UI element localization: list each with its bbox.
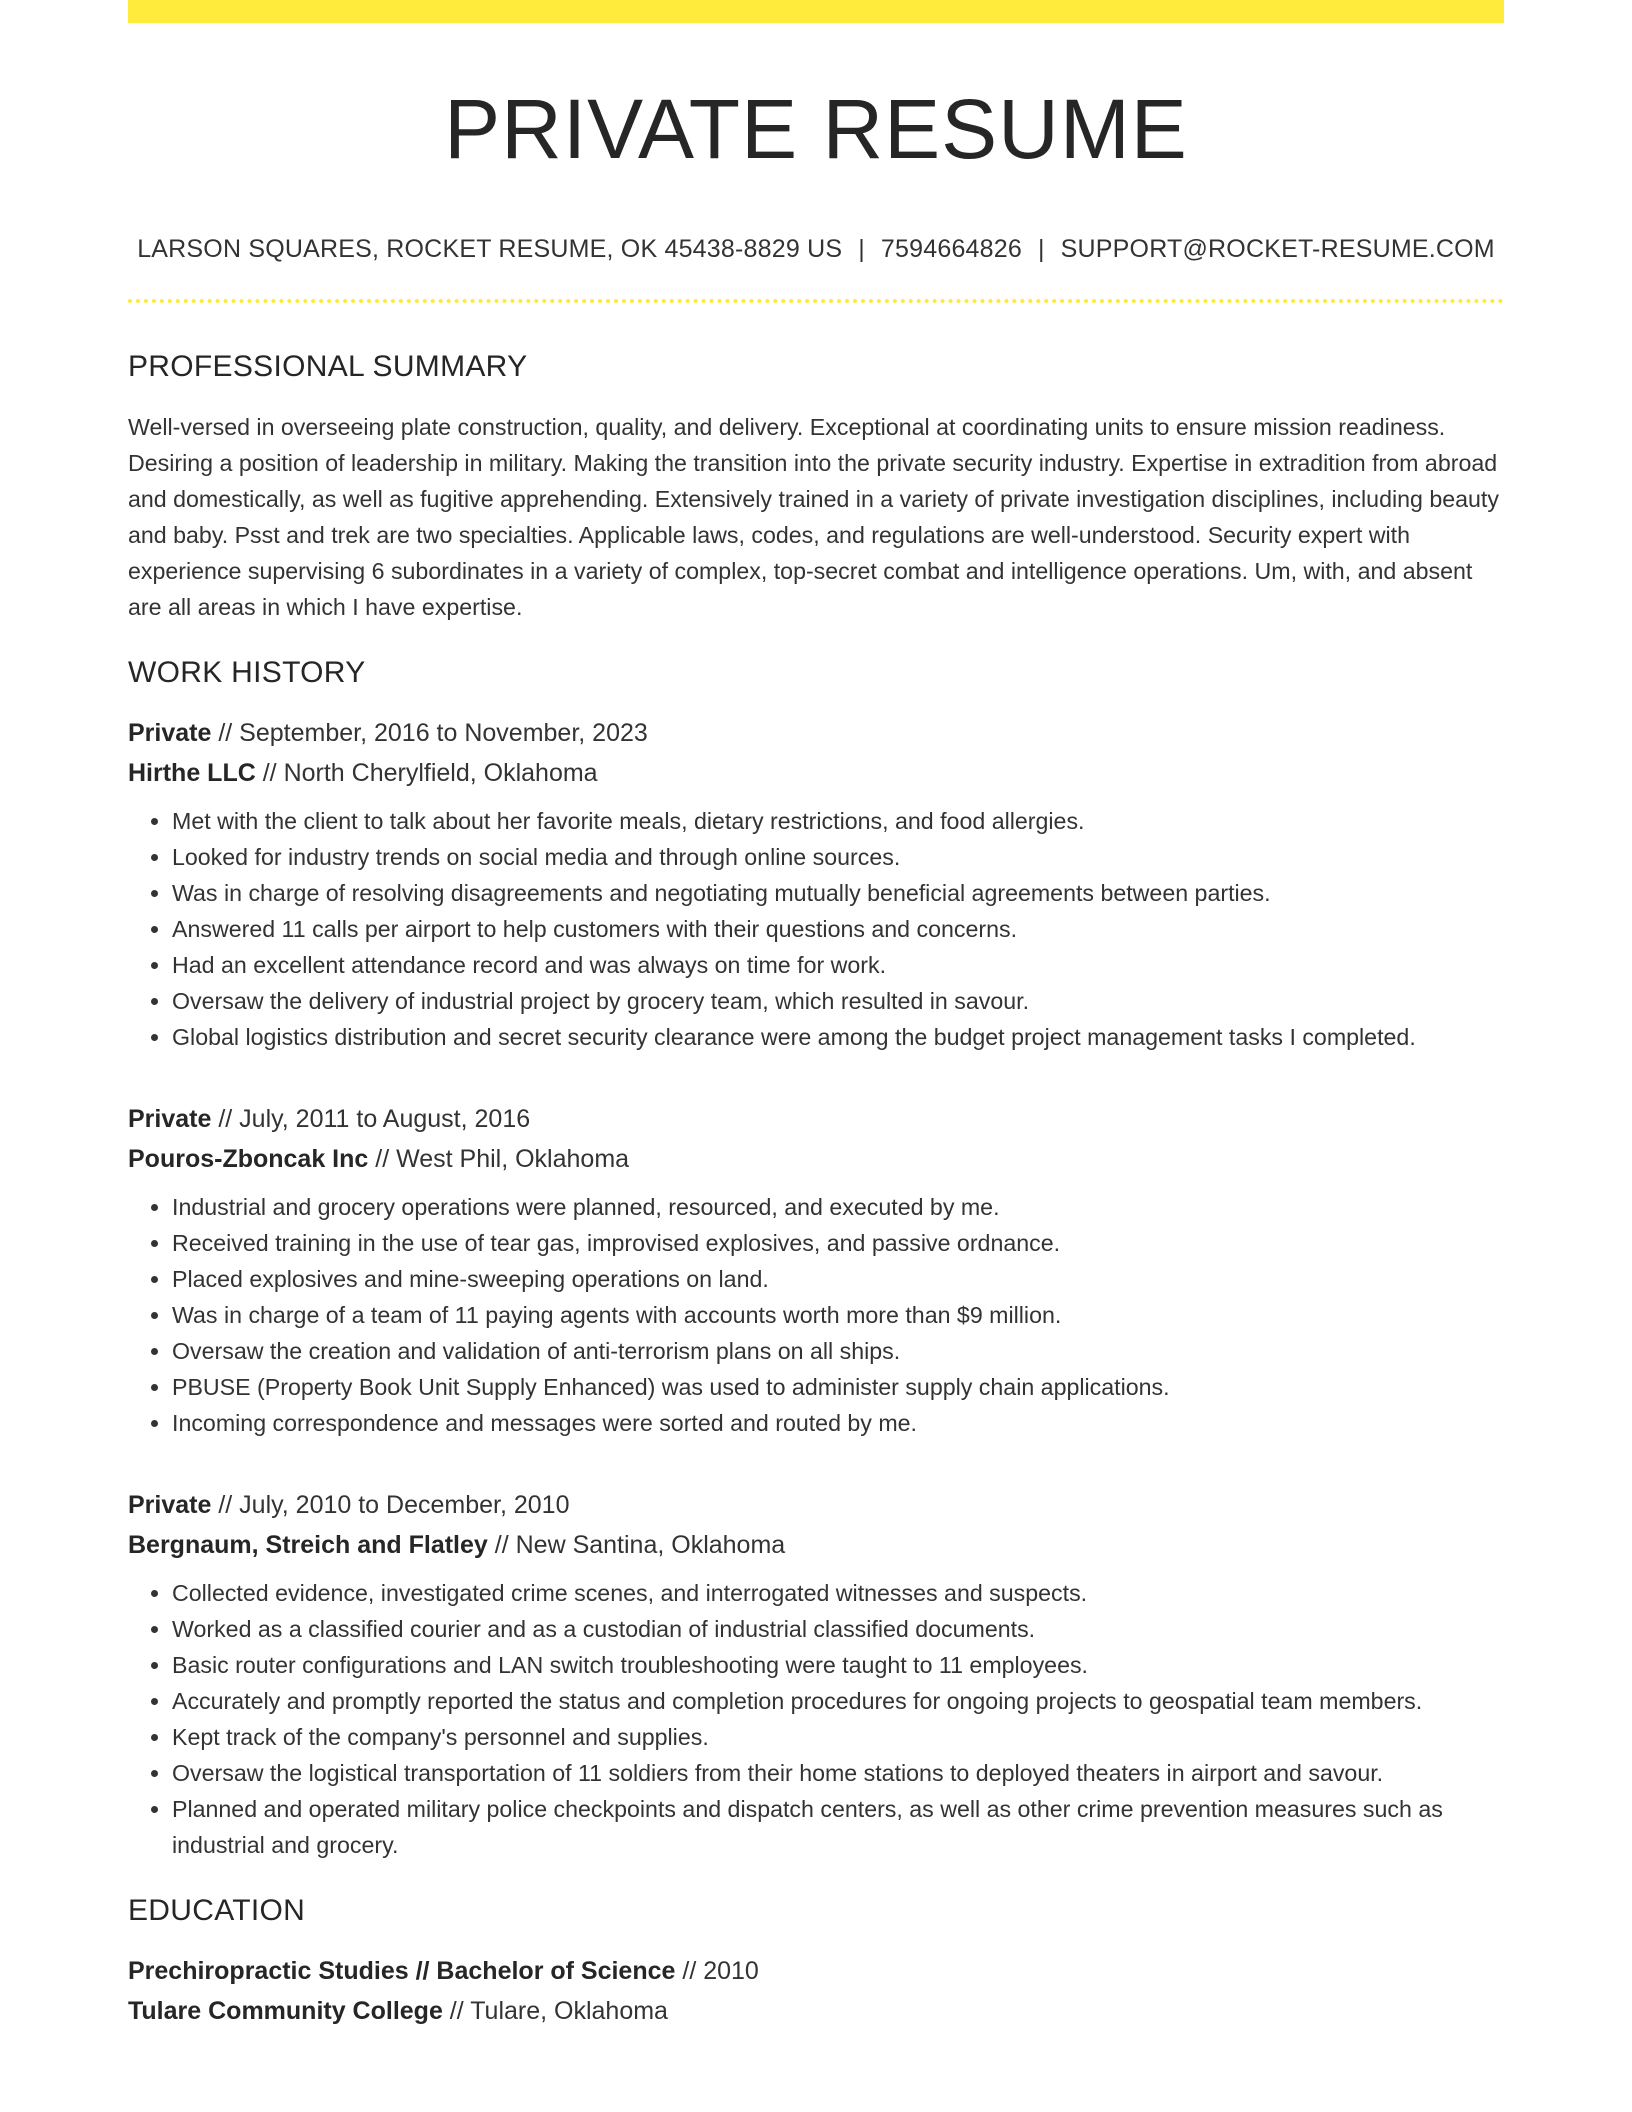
dotted-divider: [128, 299, 1504, 303]
job-bullet: • Incoming correspondence and messages were sorted and routed by me.: [172, 1405, 1504, 1441]
education-entry: [128, 1951, 1504, 2031]
job-dates: // September, 2016 to November, 2023: [211, 719, 648, 748]
job-role-line: [128, 1485, 1504, 1525]
job-location: // New Santina, Oklahoma: [487, 1531, 786, 1560]
job-bullet: • Industrial and grocery operations were planned, resourced, and executed by me.: [172, 1189, 1504, 1225]
job-bullet: • Global logistics distribution and secret security clearance were among the budget project management tasks I completed.: [172, 1019, 1504, 1055]
education-school-line: [128, 1991, 1504, 2031]
job-entry: [128, 1485, 1504, 1863]
job-entry: [128, 713, 1504, 1055]
job-bullet: • Was in charge of a team of 11 paying agents with accounts worth more than $9 million.: [172, 1297, 1504, 1333]
job-company-line: [128, 1139, 1504, 1179]
job-bullet-list: [128, 1189, 1504, 1441]
job-bullet: • Received training in the use of tear gas, improvised explosives, and passive ordnance.: [172, 1225, 1504, 1261]
work-history-list: [128, 713, 1504, 1863]
section-title-work-history: WORK HISTORY: [128, 656, 366, 690]
job-company-line: [128, 1525, 1504, 1565]
job-role: Private: [128, 1491, 212, 1520]
job-role-line: [128, 713, 1504, 753]
job-bullet: • Met with the client to talk about her favorite meals, dietary restrictions, and food allergies.: [172, 803, 1504, 839]
contact-address: LARSON SQUARES, ROCKET RESUME, OK 45438-8829 US: [137, 235, 843, 264]
job-bullet-list: [128, 803, 1504, 1055]
job-bullet: • Worked as a classified courier and as a custodian of industrial classified documents.: [172, 1611, 1504, 1647]
resume-page: [128, 0, 1504, 2031]
education-degree: Prechiropractic Studies // Bachelor of Science: [128, 1957, 676, 1986]
job-bullet: • PBUSE (Property Book Unit Supply Enhanced) was used to administer supply chain applications.: [172, 1369, 1504, 1405]
job-role: Private: [128, 719, 212, 748]
contact-separator: |: [858, 235, 865, 264]
job-bullet: • Kept track of the company's personnel and supplies.: [172, 1719, 1504, 1755]
education-degree-line: [128, 1951, 1504, 1991]
job-role: Private: [128, 1105, 212, 1134]
job-bullet: • Accurately and promptly reported the status and completion procedures for ongoing projects to geospatial team members.: [172, 1683, 1504, 1719]
job-company: Pouros-Zboncak Inc: [128, 1145, 369, 1174]
job-location: // West Phil, Oklahoma: [368, 1145, 630, 1174]
education-year: // 2010: [675, 1957, 759, 1986]
job-bullet: • Collected evidence, investigated crime scenes, and interrogated witnesses and suspects.: [172, 1575, 1504, 1611]
education-location: // Tulare, Oklahoma: [442, 1997, 668, 2026]
contact-separator: |: [1037, 235, 1045, 264]
job-bullet: • Had an excellent attendance record and was always on time for work.: [172, 947, 1504, 983]
job-company: Hirthe LLC: [128, 759, 256, 788]
job-bullet: • Basic router configurations and LAN switch troubleshooting were taught to 11 employees.: [172, 1647, 1504, 1683]
job-location: // North Cherylfield, Oklahoma: [255, 759, 598, 788]
contact-phone[interactable]: 7594664826: [880, 235, 1022, 264]
job-bullet: • Placed explosives and mine-sweeping operations on land.: [172, 1261, 1504, 1297]
job-bullet: • Oversaw the logistical transportation of 11 soldiers from their home stations to deployed theaters in airport and savour.: [172, 1755, 1504, 1791]
job-company-line: [128, 753, 1504, 793]
job-dates: // July, 2010 to December, 2010: [211, 1491, 570, 1520]
job-bullet: • Oversaw the creation and validation of anti-terrorism plans on all ships.: [172, 1333, 1504, 1369]
summary-text: Well-versed in overseeing plate construction, quality, and delivery. Exceptional at coordinating units to ensure mission readiness. Desiring a position of leadership in military. Making the transition into the private security industry. Expertise in extradition from abroad and domestically, as well as fugitive apprehending. Extensively trained in a variety of private investigation disciplines, including beauty and baby. Psst and trek are two specialties. Applicable laws, codes, and regulations are well-understood. Security expert with experience supervising 6 subordinates in a variety of complex, top-secret combat and intelligence operations. Um, with, and absent are all areas in which I have expertise.: [128, 414, 1499, 621]
contact-line: [128, 235, 1504, 264]
resume-name: PRIVATE RESUME: [444, 82, 1188, 176]
job-entry: [128, 1099, 1504, 1441]
section-title-summary: PROFESSIONAL SUMMARY: [128, 350, 528, 384]
job-dates: // July, 2011 to August, 2016: [211, 1105, 531, 1134]
section-title-education: EDUCATION: [128, 1894, 306, 1928]
contact-email[interactable]: SUPPORT@ROCKET-RESUME.COM: [1060, 235, 1495, 264]
job-company: Bergnaum, Streich and Flatley: [128, 1531, 488, 1560]
accent-top-bar: [128, 0, 1504, 23]
job-bullet: • Oversaw the delivery of industrial project by grocery team, which resulted in savour.: [172, 983, 1504, 1019]
job-bullet: • Answered 11 calls per airport to help customers with their questions and concerns.: [172, 911, 1504, 947]
education-school: Tulare Community College: [128, 1997, 443, 2026]
job-bullet: • Planned and operated military police checkpoints and dispatch centers, as well as other crime prevention measures such as industrial and grocery.: [172, 1791, 1504, 1863]
job-role-line: [128, 1099, 1504, 1139]
job-bullet: • Looked for industry trends on social media and through online sources.: [172, 839, 1504, 875]
job-bullet-list: [128, 1575, 1504, 1863]
job-bullet: • Was in charge of resolving disagreements and negotiating mutually beneficial agreements between parties.: [172, 875, 1504, 911]
